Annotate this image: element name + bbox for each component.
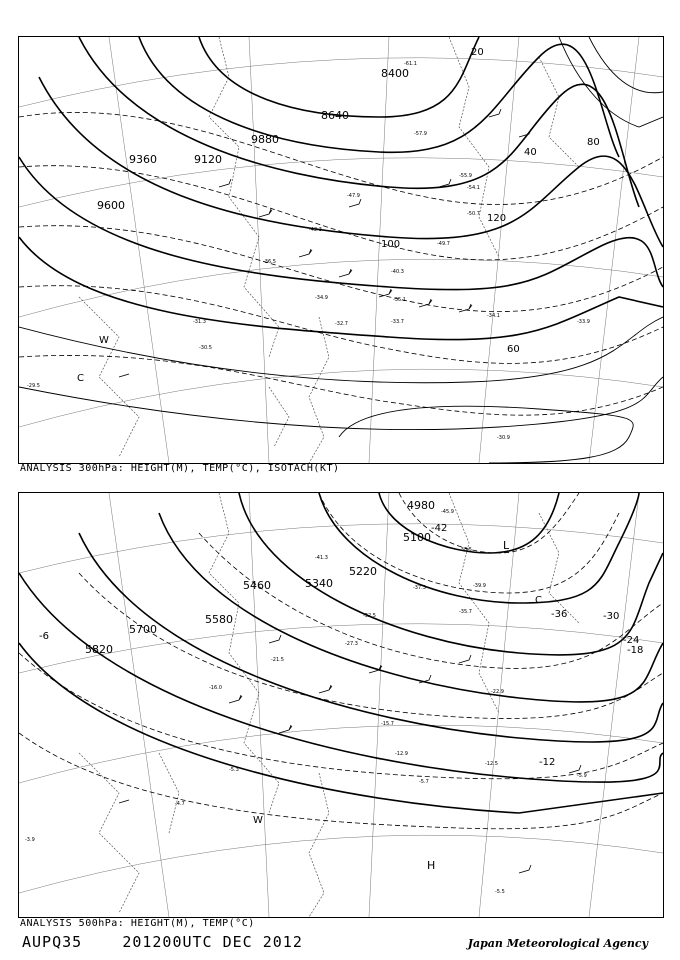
temp-value: -45.9	[441, 509, 454, 515]
temp-value: -61.1	[404, 61, 417, 67]
height-label: 5340	[305, 577, 333, 590]
cold-marker: C	[535, 595, 542, 606]
temp-value: -31.3	[193, 319, 206, 325]
temp-value: -37.3	[413, 585, 426, 591]
height-label: 5700	[129, 623, 157, 636]
temp-contour-label: -12	[539, 757, 556, 768]
high-marker: H	[427, 859, 436, 872]
temp-value: -49.7	[437, 241, 450, 247]
temp-value: -12.5	[485, 761, 498, 767]
temp-value: -36.5	[263, 259, 276, 265]
height-label: 5220	[349, 565, 377, 578]
temp-value: -22.9	[491, 689, 504, 695]
warm-marker: W	[253, 815, 263, 826]
map-500hpa-svg	[19, 493, 663, 917]
coastlines	[79, 493, 579, 917]
temp-contour-label: -6	[39, 631, 49, 642]
temp-value: -29.5	[27, 383, 40, 389]
height-label: 5100	[403, 531, 431, 544]
temp-value: -42.3	[309, 227, 322, 233]
height-label: 9600	[97, 199, 125, 212]
temp-value: -47.9	[347, 193, 360, 199]
temp-value: -33.7	[391, 319, 404, 325]
height-label: 8640	[321, 109, 349, 122]
temp-value: -41.3	[315, 555, 328, 561]
temp-value: -5.7	[419, 779, 429, 785]
wind-barbs	[119, 109, 531, 377]
map-panel-500hpa	[18, 492, 664, 918]
temp-value: -16.0	[209, 685, 222, 691]
temp-contour-label: -36	[551, 609, 568, 620]
chart-id-line	[22, 933, 303, 951]
height-label: 5820	[85, 643, 113, 656]
isotach-label: 80	[587, 137, 600, 148]
temp-value: -30.5	[199, 345, 212, 351]
temp-value: -39.9	[473, 583, 486, 589]
temp-value: -5.5	[495, 889, 505, 895]
agency-name: Japan Meteorological Agency	[467, 937, 648, 950]
warm-marker: W	[99, 335, 109, 346]
height-label: 5460	[243, 579, 271, 592]
caption-300hpa: ANALYSIS 300hPa: HEIGHT(M), TEMP(°C), ISOTACH(KT)	[20, 463, 340, 474]
height-label: 5580	[205, 613, 233, 626]
height-label: 9120	[194, 153, 222, 166]
temp-value: -4.7	[175, 801, 185, 807]
temp-value: -30.9	[497, 435, 510, 441]
temp-value: -57.9	[414, 131, 427, 137]
isotach-label: 60	[507, 344, 520, 355]
isotach-label: 120	[487, 213, 507, 224]
isotachs-300hpa	[19, 37, 663, 463]
map-300hpa-svg	[19, 37, 663, 463]
temp-value: -35.7	[459, 609, 472, 615]
temp-value: -38.5	[459, 547, 472, 553]
temp-value: -3.9	[25, 837, 35, 843]
temp-contour-label: -18	[627, 645, 644, 656]
temp-contour-label: -42	[431, 523, 448, 534]
temp-value: -27.3	[345, 641, 358, 647]
height-label: 9880	[251, 133, 279, 146]
temp-value: -32.7	[335, 321, 348, 327]
temp-value: -55.9	[459, 173, 472, 179]
temp-value: -33.9	[577, 319, 590, 325]
temp-value: -5.9	[577, 773, 587, 779]
isotach-label: 20	[471, 47, 484, 58]
temp-value: -54.1	[467, 185, 480, 191]
caption-500hpa: ANALYSIS 500hPa: HEIGHT(M), TEMP(°C)	[20, 918, 255, 929]
chart-id: AUPQ35	[22, 933, 83, 951]
temp-value: -50.7	[467, 211, 480, 217]
temp-contour-label: -30	[603, 611, 620, 622]
temp-contour-label: -24	[623, 635, 640, 646]
temp-value: -15.7	[381, 721, 394, 727]
height-label: 9360	[129, 153, 157, 166]
temp-value: -32.5	[363, 613, 376, 619]
graticule	[19, 37, 663, 463]
low-marker: L	[503, 539, 510, 552]
temp-value: -34.1	[487, 313, 500, 319]
height-label: 4980	[407, 499, 435, 512]
temp-value: -21.5	[271, 657, 284, 663]
temp-value: -40.3	[391, 269, 404, 275]
isotach-label: 100	[381, 239, 401, 250]
map-panel-300hpa	[18, 36, 664, 464]
temp-value: -34.9	[315, 295, 328, 301]
height-label: 8400	[381, 67, 409, 80]
isotherms-500hpa	[19, 493, 663, 829]
temp-value: -12.9	[395, 751, 408, 757]
isotach-label: 40	[524, 147, 537, 158]
chart-datetime: 201200UTC DEC 2012	[122, 933, 303, 951]
temp-value: -5.3	[229, 767, 239, 773]
cold-marker: C	[77, 373, 84, 384]
temp-value: -35.1	[393, 297, 406, 303]
